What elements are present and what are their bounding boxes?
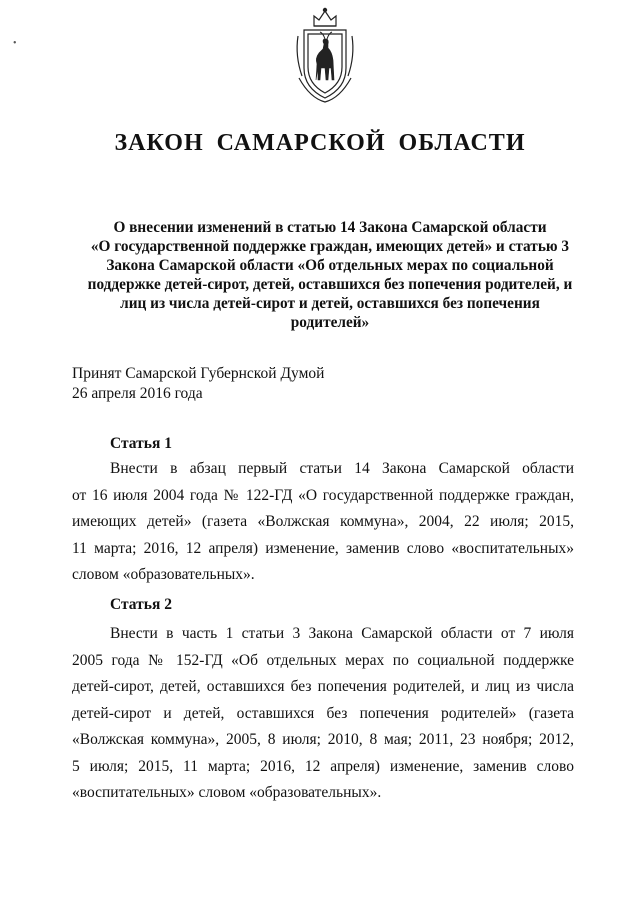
subtitle-line: «О государственной поддержке граждан, имеющих детей» и статью 3 — [90, 238, 570, 255]
text-line: 11 марта; 2016, 12 апреля) изменение, заменив слово «воспитательных» — [72, 539, 574, 557]
text-line: от 16 июля 2004 года № 122-ГД «О государственной поддержке граждан, — [72, 486, 574, 504]
text-line: Внести в абзац первый статьи 14 Закона Самарской области — [110, 460, 574, 477]
text-line: 2005 года № 152-ГД «Об отдельных мерах по социальной поддержке — [72, 651, 574, 669]
text-line: Внести в часть 1 статьи 3 Закона Самарской области от 7 июля — [110, 625, 574, 642]
subtitle-line: родителей» — [290, 314, 370, 331]
article-1-heading: Статья 1 — [110, 435, 172, 452]
text-line: имеющих детей» (газета «Волжская коммуна», 2004, 22 июля; 2015, — [72, 513, 574, 530]
subtitle-line: лиц из числа детей-сирот и детей, оставшихся без попечения — [120, 295, 540, 312]
samara-coat-of-arms-icon — [290, 6, 360, 106]
law-subtitle — [60, 218, 600, 332]
adopted-by: Принят Самарской Губернской Думой — [72, 365, 325, 382]
adopted-date: 26 апреля 2016 года — [72, 385, 203, 402]
text-line: детей-сирот и детей, оставшихся без попечения родителей» (газета — [72, 704, 574, 722]
article-1-text — [72, 456, 574, 589]
text-line: «воспитательных» словом «образовательных». — [72, 784, 382, 801]
law-title: ЗАКОН САМАРСКОЙ ОБЛАСТИ — [114, 130, 526, 156]
scan-mark: • — [13, 38, 17, 49]
subtitle-line: поддержке детей-сирот, детей, оставшихся без попечения родителей, и — [87, 276, 573, 293]
text-line: детей-сирот, детей, оставшихся без попечения родителей, и лиц из числа — [72, 678, 574, 695]
text-line: «Волжская коммуна», 2005, 8 июля; 2010, 8 мая; 2011, 23 ноября; 2012, — [72, 731, 574, 748]
subtitle-line: О внесении изменений в статью 14 Закона Самарской области — [113, 219, 547, 236]
text-line: словом «образовательных». — [72, 566, 255, 583]
article-2-heading: Статья 2 — [110, 596, 172, 613]
subtitle-line: Закона Самарской области «Об отдельных мерах по социальной — [106, 257, 554, 274]
article-2-text — [72, 621, 574, 807]
text-line: 5 июля; 2015, 11 марта; 2016, 12 апреля) изменение, заменив слово — [72, 757, 574, 775]
adoption-info — [72, 364, 324, 404]
